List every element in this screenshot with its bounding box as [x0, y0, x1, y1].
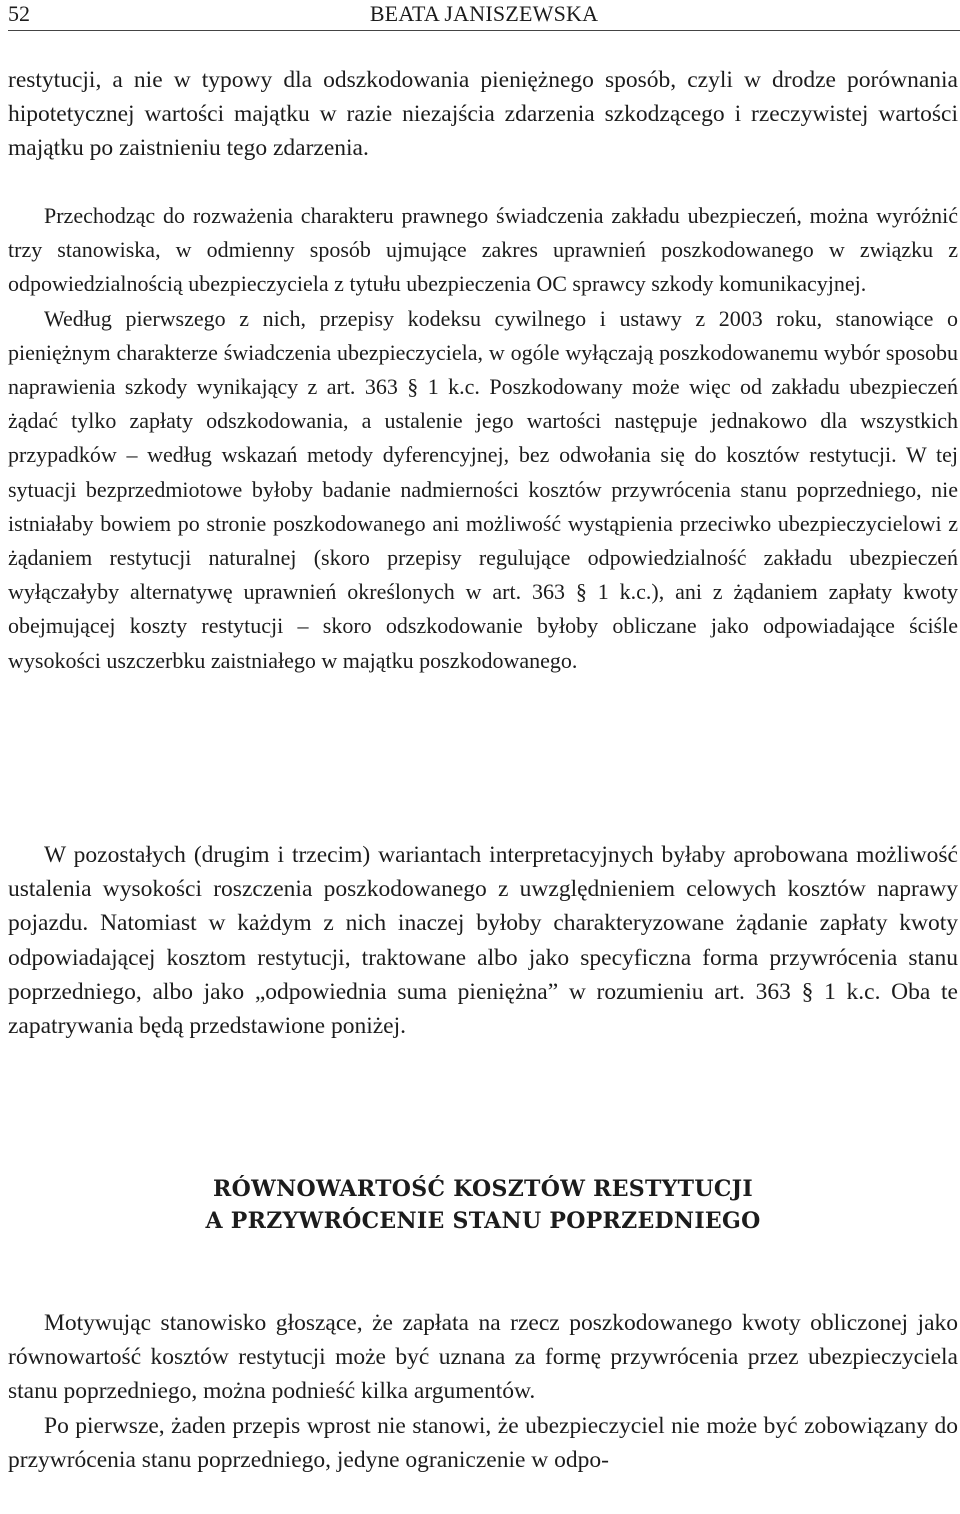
paragraph-first-position: Według pierwszego z nich, przepisy kodeksu cywilnego i ustawy z 2003 roku, stanowiące o pieniężnym charakterze świadczenia ubezpieczyciela, w ogóle wyłączają poszkodowanemu wybór sposobu naprawienia szkody wynikający z art. 363 § 1 k.c. Poszkodowany może więc od zakładu ubezpieczeń żądać tylko zapłaty odszkodowania, a ustalenie jego wartości następuje jednakowo dla wszystkich przypadków – według wskazań metody dyferencyjnej, bez odwołania się do kosztów restytucji. W tej sytuacji bezprzedmiotowe byłoby badanie nadmierności kosztów przywrócenia stanu poprzedniego, nie istniałaby bowiem po stronie poszkodowanego ani możliwość wystąpienia przeciwko ubezpieczycielowi z żądaniem restytucji naturalnej (skoro przepisy regulujące odpowiedzialność zakładu ubezpieczeń wyłączałyby alternatywę uprawnień określonych w art. 363 § 1 k.c.), ani z żądaniem zapłaty kwoty obejmującej koszty restytucji – skoro odszkodowanie byłoby obliczane jako odpowiadające ściśle wysokości uszczerbku zaistniałego w majątku poszkodowanego. [8, 305, 958, 673]
page-header [8, 0, 960, 31]
text-block-opening [8, 63, 958, 166]
paragraph-three-positions: Przechodząc do rozważenia charakteru prawnego świadczenia zakładu ubezpieczeń, można wyróżnić trzy stanowiska, w odmienny sposób ujmujące zakres uprawnień poszkodowanego w związku z odpowiedzialnością ubezpieczyciela z tytułu ubezpieczenia OC sprawcy szkody komunikacyjnej. [8, 203, 958, 297]
text-block-other-variants [8, 838, 958, 1043]
paragraph-other-variants: W pozostałych (drugim i trzecim) wariantach interpretacyjnych byłaby aprobowana możliwość ustalenia wysokości roszczenia poszkodowanego z uwzględnieniem celowych kosztów naprawy pojazdu. Natomiast w każdym z nich inaczej byłoby charakteryzowane żądanie zapłaty kwoty odpowiadającej kosztom restytucji, traktowane albo jako specyficzna forma przywrócenia stanu poprzedniego, albo jako „odpowiednia suma pieniężna” w rozumieniu art. 363 § 1 k.c. Oba te zapatrywania będą przedstawione poniżej. [8, 842, 958, 1040]
section-heading-line-1: RÓWNOWARTOŚĆ KOSZTÓW RESTYTUCJI [213, 1176, 753, 1202]
paragraph-continuation: restytucji, a nie w typowy dla odszkodowania pieniężnego sposób, czyli w drodze porównania hipotetycznej wartości majątku w razie niezajścia zdarzenia szkodzącego i rzeczywistej wartości majątku po zaistnieniu tego zdarzenia. [8, 67, 958, 162]
section-heading-line-2: A PRZYWRÓCENIE STANU POPRZEDNIEGO [205, 1208, 761, 1234]
paragraph-arguments-intro: Motywując stanowisko głoszące, że zapłata na rzecz poszkodowanego kwoty obliczonej jako równowartość kosztów restytucji może być uznana za formę przywrócenia przez ubezpieczyciela stanu poprzedniego, można podnieść kilka argumentów. [8, 1310, 958, 1405]
text-block-positions [8, 199, 958, 678]
page-number: 52 [8, 1, 30, 26]
text-block-arguments [8, 1306, 958, 1477]
section-heading [8, 1173, 958, 1237]
paragraph-first-argument: Po pierwsze, żaden przepis wprost nie stanowi, że ubezpieczyciel nie może być zobowiązany do przywrócenia stanu poprzedniego, jedyne ograniczenie w odpo- [8, 1412, 958, 1473]
running-title: BEATA JANISZEWSKA [369, 1, 599, 26]
